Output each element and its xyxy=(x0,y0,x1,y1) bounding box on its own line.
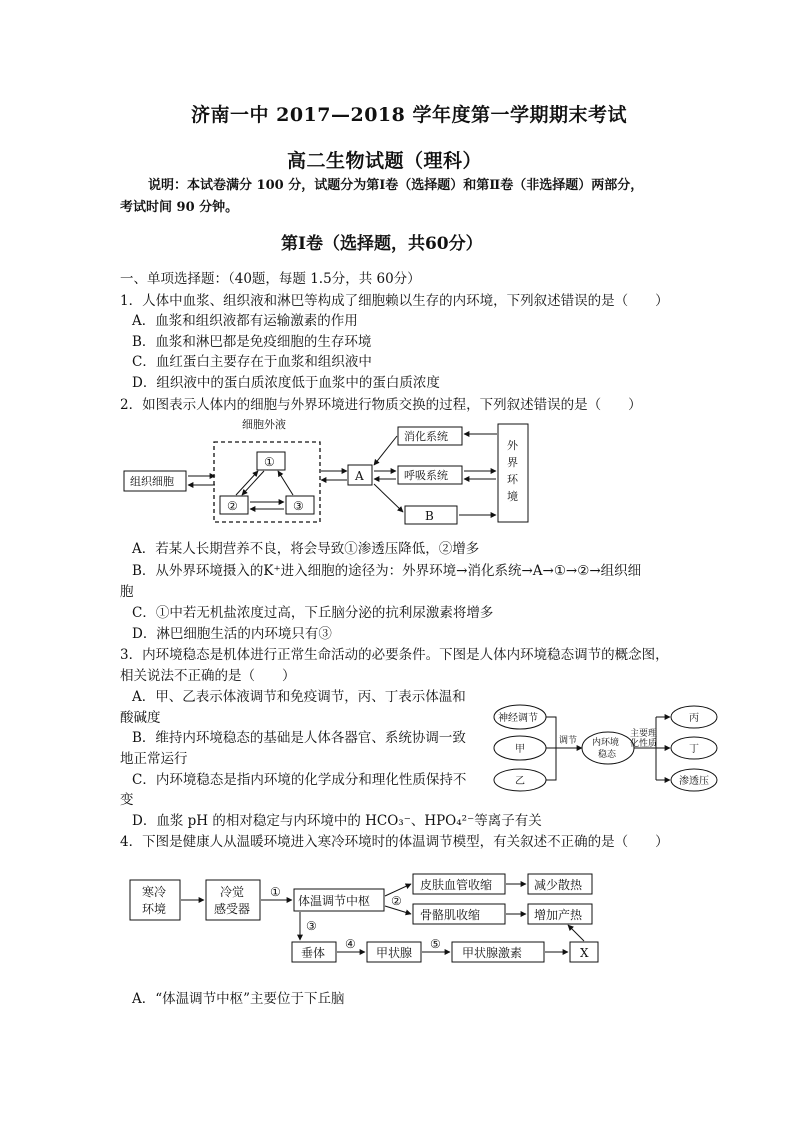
question-3-stem-line2: 相关说法不正确的是（ ） xyxy=(120,668,296,684)
svg-text:神经调节: 神经调节 xyxy=(498,713,538,724)
question-4-stem: 4．下图是健康人从温暖环境进入寒冷环境时的体温调节模型，有关叙述不正确的是（ ） xyxy=(120,834,669,850)
question-3-option-a-cont: 酸碱度 xyxy=(120,710,161,726)
svg-text:内环境: 内环境 xyxy=(592,738,620,748)
svg-text:减少散热: 减少散热 xyxy=(534,878,583,892)
svg-text:界: 界 xyxy=(507,456,518,469)
question-1-option-a: A．血浆和组织液都有运输激素的作用 xyxy=(132,313,358,329)
section-intro: 一、单项选择题：（40题，每题 1.5分，共 60分） xyxy=(120,271,421,287)
question-2-option-b: B．从外界环境摄入的K⁺进入细胞的途径为：外界环境→消化系统→A→①→②→组织细 xyxy=(132,563,642,579)
question-3-option-a: A．甲、乙表示体液调节和免疫调节，丙、丁表示体温和 xyxy=(132,689,466,705)
svg-text:⑤: ⑤ xyxy=(430,937,441,951)
question-2-option-b-cont: 胞 xyxy=(120,584,134,600)
svg-text:渗透压: 渗透压 xyxy=(679,776,709,787)
svg-text:丁: 丁 xyxy=(689,744,699,755)
svg-text:环: 环 xyxy=(507,473,518,486)
svg-text:寒冷: 寒冷 xyxy=(142,885,167,899)
question-3-option-c: C．内环境稳态是指内环境的化学成分和理化性质保持不 xyxy=(132,772,467,788)
svg-text:化性质: 化性质 xyxy=(630,739,658,749)
svg-text:①: ① xyxy=(270,885,281,899)
tissue-cell-label: 组织细胞 xyxy=(130,475,174,488)
svg-text:体温调节中枢: 体温调节中枢 xyxy=(298,894,371,908)
question-3-option-b: B．维持内环境稳态的基础是人体各器官、系统协调一致 xyxy=(132,730,466,746)
svg-text:外: 外 xyxy=(507,439,518,452)
question-2-option-a: A．若某人长期营养不良，将会导致①渗透压降低，②增多 xyxy=(132,541,480,557)
svg-text:③: ③ xyxy=(293,499,304,513)
svg-text:甲: 甲 xyxy=(515,744,525,755)
svg-text:环境: 环境 xyxy=(142,902,167,916)
svg-text:甲状腺: 甲状腺 xyxy=(376,946,413,960)
question-1-option-c: C．血红蛋白主要存在于血浆和组织液中 xyxy=(132,354,372,370)
exam-subtitle: 高二生物试题（理科） xyxy=(287,150,483,172)
svg-text:骨骼肌收缩: 骨骼肌收缩 xyxy=(420,908,481,922)
svg-text:④: ④ xyxy=(345,937,356,951)
svg-text:消化系统: 消化系统 xyxy=(404,430,448,443)
question-3-stem-line1: 3．内环境稳态是机体进行正常生命活动的必要条件。下图是人体内环境稳态调节的概念图， xyxy=(120,647,669,663)
exam-note-line2: 考试时间 90 分钟。 xyxy=(120,200,239,215)
question-3-option-d: D．血浆 pH 的相对稳定与内环境中的 HCO₃⁻、HPO₄²⁻等离子有关 xyxy=(132,813,542,829)
section-title: 第Ⅰ卷（选择题，共60分） xyxy=(281,234,483,254)
question-4-diagram xyxy=(128,872,608,968)
question-2-option-c: C．①中若无机盐浓度过高，下丘脑分泌的抗利尿激素将增多 xyxy=(132,605,494,621)
svg-text:B: B xyxy=(425,509,434,523)
exam-note-line1: 说明：本试卷满分 100 分，试题分为第Ⅰ卷（选择题）和第Ⅱ卷（非选择题）两部分， xyxy=(148,178,644,193)
question-3-concept-map xyxy=(490,700,720,792)
svg-text:冷觉: 冷觉 xyxy=(220,885,245,899)
svg-text:②: ② xyxy=(227,499,238,513)
svg-text:A: A xyxy=(355,469,364,483)
question-2-diagram xyxy=(118,416,538,528)
question-3-option-b-cont: 地正常运行 xyxy=(120,751,188,767)
question-1-stem: 1．人体中血浆、组织液和淋巴等构成了细胞赖以生存的内环境，下列叙述错误的是（ ） xyxy=(120,293,669,309)
svg-text:X: X xyxy=(580,946,589,960)
svg-text:调节: 调节 xyxy=(559,736,578,746)
svg-text:呼吸系统: 呼吸系统 xyxy=(404,469,448,482)
svg-text:皮肤血管收缩: 皮肤血管收缩 xyxy=(420,878,493,892)
question-4-option-a: A．“体温调节中枢”主要位于下丘脑 xyxy=(132,991,345,1007)
question-3-option-c-cont: 变 xyxy=(120,792,134,808)
svg-text:乙: 乙 xyxy=(515,776,525,787)
question-1-option-d: D．组织液中的蛋白质浓度低于血浆中的蛋白质浓度 xyxy=(132,375,440,391)
question-1-option-b: B．血浆和淋巴都是免疫细胞的生存环境 xyxy=(132,334,372,350)
question-2-option-d: D．淋巴细胞生活的内环境只有③ xyxy=(132,626,332,642)
svg-text:增加产热: 增加产热 xyxy=(534,908,583,922)
svg-text:稳态: 稳态 xyxy=(598,750,617,760)
svg-text:③: ③ xyxy=(306,919,317,933)
svg-text:②: ② xyxy=(391,894,402,908)
svg-text:①: ① xyxy=(264,455,275,469)
svg-text:甲状腺激素: 甲状腺激素 xyxy=(462,946,523,960)
svg-text:感受器: 感受器 xyxy=(214,902,251,916)
extracellular-label: 细胞外液 xyxy=(242,418,286,431)
question-2-stem: 2．如图表示人体内的细胞与外界环境进行物质交换的过程，下列叙述错误的是（ ） xyxy=(120,397,642,413)
svg-text:境: 境 xyxy=(507,490,518,503)
exam-title: 济南一中 2017—2018 学年度第一学期期末考试 xyxy=(191,104,627,126)
svg-text:主要理: 主要理 xyxy=(630,729,658,739)
svg-text:垂体: 垂体 xyxy=(301,946,326,960)
svg-text:丙: 丙 xyxy=(689,713,699,724)
